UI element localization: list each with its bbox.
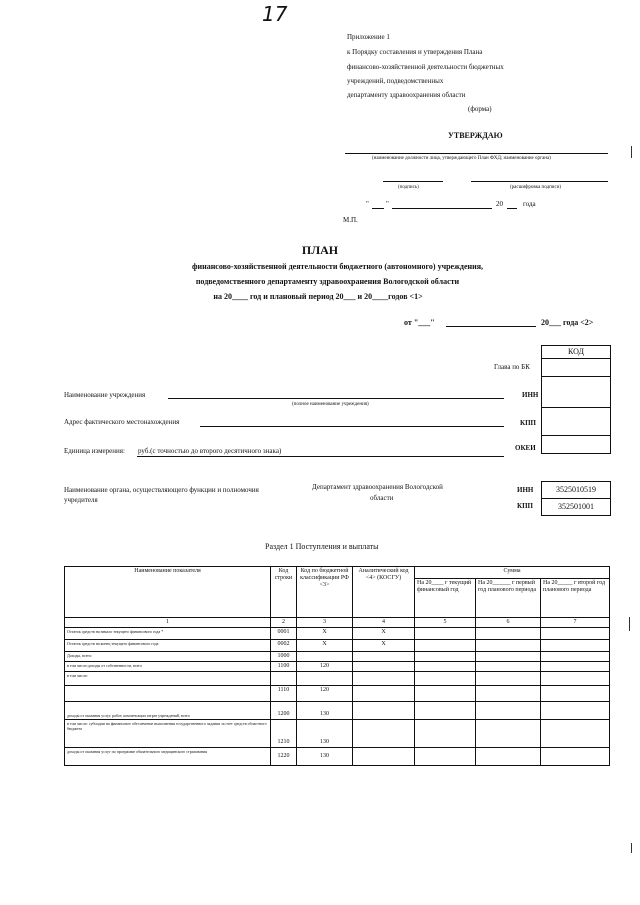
row-sum-second[interactable] xyxy=(541,702,610,720)
row-sum-first[interactable] xyxy=(476,662,541,672)
row-sum-current[interactable] xyxy=(415,640,476,652)
row-name: Доходы, всего: xyxy=(65,652,271,662)
header-bk-code: Код по бюджетной классификации РФ <3> xyxy=(297,567,353,618)
approve-day-line xyxy=(372,208,384,209)
row-sum-second[interactable] xyxy=(541,748,610,766)
plan-date-year: 20___ года <2> xyxy=(541,318,594,327)
unit-line xyxy=(137,456,504,457)
row-sum-second[interactable] xyxy=(541,652,610,662)
row-code: 0001 xyxy=(271,628,297,640)
institution-name-label: Наименование учреждения xyxy=(64,391,146,399)
row-code: 1220 xyxy=(271,748,297,766)
kpp-label: КПП xyxy=(520,419,536,427)
plan-title-line-3: на 20____ год и плановый период 20___ и 20____годов <1> xyxy=(213,292,423,301)
row-sum-second[interactable] xyxy=(541,686,610,702)
founder-kpp-label: КПП xyxy=(517,502,533,510)
code-kpp-value[interactable] xyxy=(542,408,610,436)
row-name: в том числе:доходы от собственности, всего xyxy=(65,662,271,672)
row-name: в том числе: xyxy=(65,672,271,686)
row-code: 1100 xyxy=(271,662,297,672)
unit-value: руб.(с точностью до второго десятичного знака) xyxy=(138,447,282,455)
column-number: 6 xyxy=(476,618,541,628)
row-name xyxy=(65,686,271,702)
institution-name-caption: (полное наименование учреждения) xyxy=(292,402,369,407)
glava-label: Глава по БК xyxy=(494,363,530,371)
institution-name-line xyxy=(168,398,504,399)
address-line xyxy=(200,426,504,427)
receipts-payments-table xyxy=(64,566,610,766)
plan-title-line-1: финансово-хозяйственной деятельности бюджетного (автономного) учреждения, xyxy=(191,262,484,271)
row-name: в том числе: субсидии на финансовое обеспечение выполнения государственного задания за счет средств областного бюджета xyxy=(65,720,271,748)
code-glava-value[interactable] xyxy=(542,359,610,377)
row-code xyxy=(271,672,297,686)
decoding-caption: (расшифровка подписи) xyxy=(510,185,562,190)
plan-title: ПЛАН xyxy=(301,243,339,257)
header-sum-second: На 20_____ г второй год планового периода xyxy=(541,579,610,618)
scan-edge-mark xyxy=(631,146,632,158)
row-code: 0002 xyxy=(271,640,297,652)
row-sum-first[interactable] xyxy=(476,748,541,766)
table-row xyxy=(65,702,610,720)
row-name: Остаток средств на начало текущего финансового года * xyxy=(65,628,271,640)
appendix-line-4: учреждений, подведомственных xyxy=(347,77,444,85)
row-code: 1000 xyxy=(271,652,297,662)
row-sum-first[interactable] xyxy=(476,652,541,662)
row-name: доходы от оказания услуг, работ, компенсации затрат учреждений, всего xyxy=(65,702,271,720)
row-analytic: X xyxy=(353,628,415,640)
header-sum-current: На 20____ г текущий финансовый год xyxy=(415,579,476,618)
row-sum-second[interactable] xyxy=(541,662,610,672)
column-number: 2 xyxy=(271,618,297,628)
approve-month-line xyxy=(392,208,492,209)
row-sum-first[interactable] xyxy=(476,686,541,702)
column-number: 1 xyxy=(65,618,271,628)
row-bk: 130 xyxy=(297,702,353,720)
table-row xyxy=(65,720,610,748)
table-row xyxy=(65,662,610,672)
header-sum-first: На 20______ г первый год планового периода xyxy=(476,579,541,618)
row-bk: X xyxy=(297,628,353,640)
codes-header: КОД xyxy=(542,346,610,359)
row-bk: 120 xyxy=(297,662,353,672)
row-sum-second[interactable] xyxy=(541,628,610,640)
column-number: 3 xyxy=(297,618,353,628)
row-analytic xyxy=(353,652,415,662)
table-row xyxy=(65,748,610,766)
inn-label: ИНН xyxy=(522,391,539,399)
signature-caption: (подпись) xyxy=(398,185,419,190)
row-analytic xyxy=(353,748,415,766)
table-row xyxy=(65,640,610,652)
founder-codes-table xyxy=(541,481,611,516)
row-sum-first[interactable] xyxy=(476,672,541,686)
row-sum-first[interactable] xyxy=(476,640,541,652)
code-inn-value[interactable] xyxy=(542,377,610,408)
appendix-line-1: Приложение 1 xyxy=(347,33,390,41)
row-bk: 130 xyxy=(297,720,353,748)
column-numbers-row xyxy=(65,618,610,628)
decoding-line xyxy=(471,181,608,182)
plan-date-month-line xyxy=(446,326,536,327)
founder-inn-label: ИНН xyxy=(517,486,534,494)
table-row xyxy=(65,652,610,662)
header-analytic: Аналитический код <4> (КОСГУ) xyxy=(353,567,415,618)
table-row xyxy=(65,628,610,640)
header-name: Наименование показателя xyxy=(65,567,271,618)
row-bk: 120 xyxy=(297,686,353,702)
row-sum-second[interactable] xyxy=(541,720,610,748)
row-bk xyxy=(297,672,353,686)
row-sum-current[interactable] xyxy=(415,662,476,672)
row-name: доходы от оказания услуг по программе обязательного медицинского страхования xyxy=(65,748,271,766)
header-sum: Сумма xyxy=(415,567,610,579)
plan-date-from: от "___" xyxy=(404,318,435,327)
scan-edge-mark xyxy=(629,617,630,631)
approve-year-prefix: 20 xyxy=(496,200,503,208)
scan-edge-mark xyxy=(631,843,632,853)
row-analytic: X xyxy=(353,640,415,652)
row-analytic xyxy=(353,672,415,686)
okei-label: ОКЕИ xyxy=(515,444,536,452)
approve-date-open-quote: " xyxy=(366,200,369,208)
form-label: (форма) xyxy=(468,105,492,113)
header-code: Код строки xyxy=(271,567,297,618)
row-sum-first[interactable] xyxy=(476,720,541,748)
row-sum-first[interactable] xyxy=(476,628,541,640)
unit-label: Единица измерения: xyxy=(64,447,125,455)
row-sum-first[interactable] xyxy=(476,702,541,720)
table-row xyxy=(65,686,610,702)
row-code: 1210 xyxy=(271,720,297,748)
row-sum-current[interactable] xyxy=(415,748,476,766)
row-sum-current[interactable] xyxy=(415,686,476,702)
position-caption: (наименование должности лица, утверждающего План ФХД; наименование органа) xyxy=(372,156,551,161)
stamp-label: М.П. xyxy=(343,216,358,224)
plan-title-line-2: подведомственного департаменту здравоохранения Вологодской области xyxy=(195,277,460,286)
row-bk: X xyxy=(297,640,353,652)
founder-inn-value: 3525010519 xyxy=(542,482,610,499)
appendix-line-3: финансово-хозяйственной деятельности бюджетных xyxy=(347,63,504,71)
appendix-line-5: департаменту здравоохранения области xyxy=(347,91,466,99)
founder-kpp-value: 352501001 xyxy=(558,502,594,511)
founder-value-2: области xyxy=(370,494,394,502)
address-label: Адрес фактического местонахождения xyxy=(64,418,180,426)
row-code: 1200 xyxy=(271,702,297,720)
row-bk: 130 xyxy=(297,748,353,766)
codes-table xyxy=(541,345,611,454)
row-sum-second[interactable] xyxy=(541,672,610,686)
row-analytic xyxy=(353,702,415,720)
approve-title: УТВЕРЖДАЮ xyxy=(448,131,503,140)
approve-year-suffix: года xyxy=(523,200,536,208)
column-number: 5 xyxy=(415,618,476,628)
approve-year-line xyxy=(507,208,517,209)
position-line xyxy=(345,153,608,154)
row-code: 1110 xyxy=(271,686,297,702)
row-bk xyxy=(297,652,353,662)
handwritten-page-number: 17 xyxy=(262,2,288,26)
signature-line xyxy=(383,181,443,182)
code-okei-value[interactable] xyxy=(542,436,610,453)
founder-label-1: Наименование органа, осуществляющего функции и полномочия xyxy=(64,486,259,494)
row-sum-current[interactable] xyxy=(415,652,476,662)
table-row xyxy=(65,672,610,686)
appendix-line-2: к Порядку составления и утверждения Плана xyxy=(347,48,483,56)
row-analytic xyxy=(353,720,415,748)
row-name: Остаток средств на конец текущего финансового года xyxy=(65,640,271,652)
founder-value-1: Департамент здравоохранения Вологодской xyxy=(312,483,443,491)
section-title: Раздел 1 Поступления и выплаты xyxy=(265,542,379,551)
row-analytic xyxy=(353,686,415,702)
column-number: 7 xyxy=(541,618,610,628)
row-sum-second[interactable] xyxy=(541,640,610,652)
row-sum-current[interactable] xyxy=(415,720,476,748)
founder-label-2: учредителя xyxy=(64,496,98,504)
column-number: 4 xyxy=(353,618,415,628)
row-sum-current[interactable] xyxy=(415,702,476,720)
row-sum-current[interactable] xyxy=(415,628,476,640)
row-sum-current[interactable] xyxy=(415,672,476,686)
approve-date-close-quote: " xyxy=(386,200,389,208)
row-analytic xyxy=(353,662,415,672)
